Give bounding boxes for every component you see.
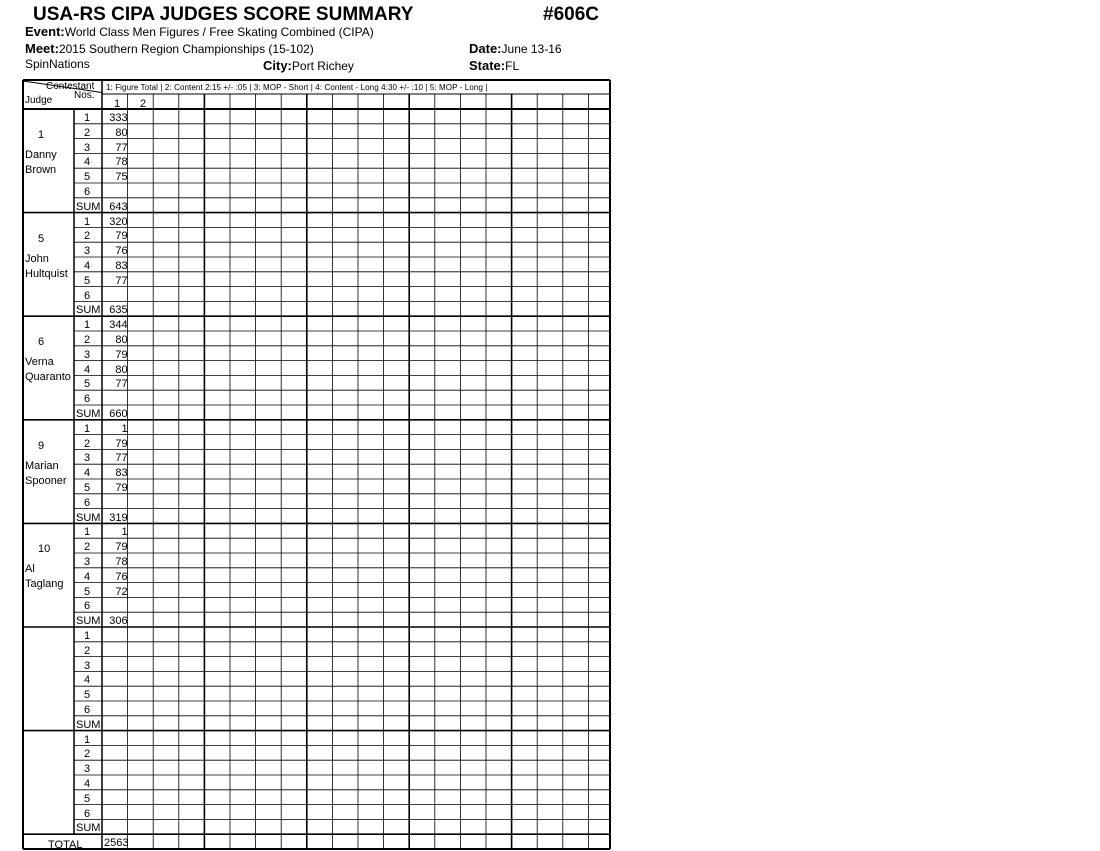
city-value: Port Richey	[291, 59, 354, 73]
score-cell: 1	[121, 526, 128, 539]
row-label: 6	[84, 393, 91, 406]
score-cell: 333	[109, 112, 128, 124]
form-number: #606C	[543, 4, 599, 25]
score-cell: 83	[115, 467, 128, 480]
meet-row	[25, 40, 314, 58]
row-label: 5	[84, 378, 91, 391]
meet-label: Meet:	[25, 41, 59, 56]
row-label: 2	[84, 541, 91, 554]
judge-first-name: Danny	[25, 149, 57, 161]
row-label: SUM	[76, 304, 101, 317]
row-label: 1	[84, 526, 91, 539]
column-legend: 1: Figure Total | 2: Content 2:15 +/- :05 | 3: MOP - Short | 4: Content - Long 4:30 +/- :10 | 5: MOP - Long |	[106, 83, 488, 92]
row-label: 5	[84, 274, 91, 287]
score-cell: 320	[109, 215, 128, 228]
meet-value: 2015 Southern Region Championships (15-102)	[58, 42, 314, 56]
row-label: 5	[84, 171, 91, 184]
row-label: 4	[84, 778, 91, 790]
score-cell: 80	[115, 334, 128, 346]
score-cell: 77	[115, 378, 128, 391]
event-value: World Class Men Figures / Free Skating Combined (CIPA)	[64, 25, 374, 39]
state-row	[469, 57, 519, 75]
row-label: 2	[84, 334, 91, 346]
row-label: 6	[84, 289, 91, 302]
judge-last-name: Taglang	[25, 578, 64, 591]
city-row	[263, 57, 354, 75]
row-label: 5	[84, 689, 91, 702]
city-label: City:	[263, 58, 292, 73]
judge-first-name: John	[25, 252, 49, 265]
date-label: Date:	[469, 41, 502, 56]
row-label: 2	[84, 644, 91, 657]
score-cell: 306	[109, 615, 128, 628]
judge-number: 10	[38, 543, 51, 556]
row-label: 5	[84, 482, 91, 494]
row-label: 6	[84, 186, 91, 198]
row-label: SUM	[76, 511, 101, 524]
row-label: 1	[84, 733, 91, 746]
row-label: 1	[84, 319, 91, 332]
row-label: 3	[84, 556, 91, 568]
host-club: SpinNations	[25, 57, 90, 71]
row-label: 4	[84, 467, 91, 480]
score-cell: 78	[115, 556, 128, 568]
score-cell: 76	[115, 570, 128, 583]
state-label: State:	[469, 58, 506, 73]
row-label: 2	[84, 230, 91, 243]
score-cell: 79	[115, 541, 128, 554]
score-cell: 83	[115, 260, 128, 272]
row-label: SUM	[76, 718, 101, 731]
score-cell: 75	[115, 171, 128, 184]
score-cell: 72	[115, 585, 128, 598]
total-label: TOTAL	[48, 839, 83, 851]
judge-number: 5	[38, 232, 45, 245]
row-label: SUM	[76, 408, 101, 420]
score-cell: 80	[115, 363, 128, 376]
row-label: 6	[84, 704, 91, 716]
row-label: 3	[84, 763, 91, 776]
contestant-number-2: 2	[139, 98, 147, 110]
date-row	[469, 40, 562, 58]
corner-nos-label: Nos.	[74, 90, 95, 101]
event-label: Event:	[25, 24, 65, 39]
row-label: 6	[84, 600, 91, 613]
row-label: 4	[84, 156, 91, 169]
row-label: SUM	[76, 200, 101, 213]
contestant-number-1: 1	[113, 98, 121, 110]
date-value: June 13-16	[501, 42, 562, 56]
row-label: 4	[84, 260, 91, 272]
row-label: SUM	[76, 822, 101, 835]
judge-last-name: Spooner	[25, 474, 67, 487]
score-cell: 76	[115, 245, 128, 258]
page-title: USA-RS CIPA JUDGES SCORE SUMMARY	[33, 4, 414, 25]
state-value: FL	[505, 59, 520, 73]
score-cell: 79	[115, 437, 128, 450]
row-label: 3	[84, 245, 91, 258]
row-label: SUM	[76, 615, 101, 628]
event-row	[25, 23, 374, 41]
score-cell: 80	[115, 126, 128, 139]
score-cell: 79	[115, 348, 128, 361]
score-cell: 77	[115, 452, 128, 465]
judge-number: 9	[38, 439, 45, 452]
score-cell: 77	[115, 274, 128, 287]
row-label: 3	[84, 141, 91, 154]
score-cell: 643	[109, 200, 128, 213]
score-cell: 78	[115, 156, 128, 169]
row-label: 1	[84, 422, 91, 435]
row-label: 3	[84, 348, 91, 361]
judge-last-name: Quaranto	[25, 371, 71, 384]
judge-first-name: Marian	[25, 459, 59, 472]
row-label: 2	[84, 748, 91, 761]
corner-contestant-label: Contestant	[46, 81, 95, 92]
row-label: 4	[84, 363, 91, 376]
score-cell: 79	[115, 230, 128, 243]
row-label: 4	[84, 674, 91, 687]
judge-first-name: Al	[25, 563, 35, 576]
judge-number: 6	[38, 336, 45, 349]
score-cell: 319	[109, 511, 128, 524]
judge-first-name: Verna	[25, 356, 54, 369]
judge-last-name: Brown	[25, 164, 57, 176]
row-label: 2	[84, 126, 91, 139]
row-label: 4	[84, 570, 91, 583]
row-label: 6	[84, 807, 91, 820]
score-cell: 1	[121, 422, 128, 435]
score-cell: 77	[115, 141, 128, 154]
row-label: 2	[84, 437, 91, 450]
grid-lines	[22, 79, 612, 851]
score-cell: 344	[109, 319, 128, 332]
score-cell: 635	[109, 304, 128, 317]
total-value: 2563	[104, 837, 128, 849]
score-cell: 79	[115, 482, 128, 494]
judge-number: 1	[38, 129, 45, 141]
row-label: 5	[84, 585, 91, 598]
row-label: 5	[84, 792, 91, 805]
row-label: 3	[84, 452, 91, 465]
row-label: 3	[84, 659, 91, 672]
corner-judge-label: Judge	[25, 95, 53, 106]
judge-last-name: Hultquist	[25, 267, 68, 280]
score-cell: 660	[109, 408, 128, 420]
row-label: 1	[84, 112, 91, 124]
row-label: 1	[84, 630, 91, 642]
row-label: 6	[84, 496, 91, 509]
row-label: 1	[84, 215, 91, 228]
